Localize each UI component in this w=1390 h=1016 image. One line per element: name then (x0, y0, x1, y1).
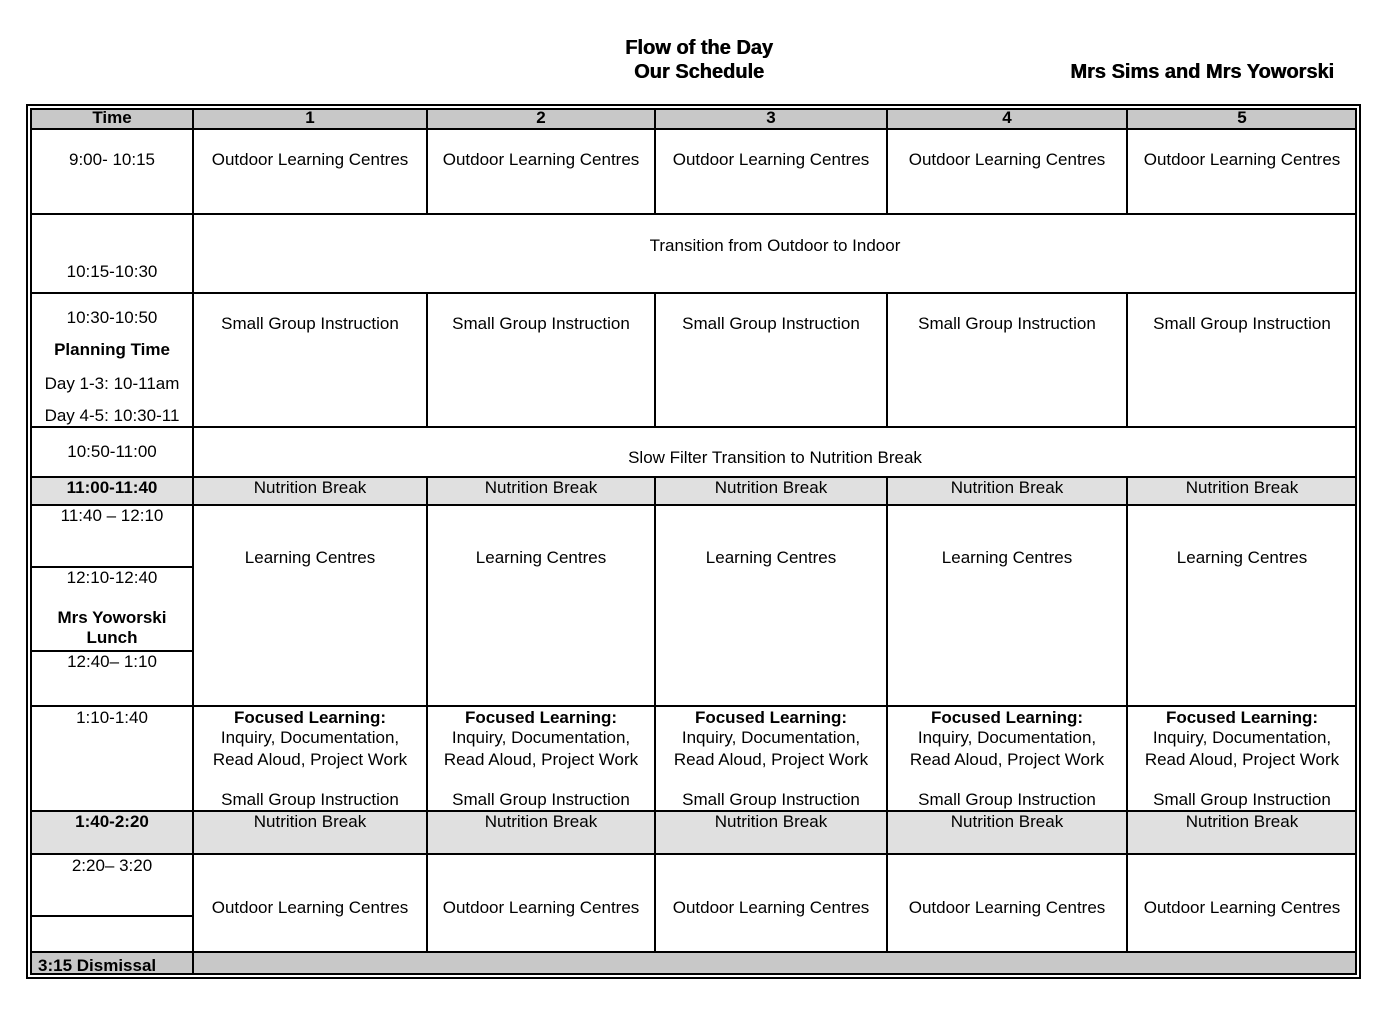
table-row-divider (31, 504, 1356, 506)
focused-line: Small Group Instruction (221, 790, 399, 809)
transition-outdoor-cell: Transition from Outdoor to Indoor (649, 236, 901, 255)
outdoor-cell-day-2: Outdoor Learning Centres (442, 150, 640, 169)
nutrition-cell-day-2: Nutrition Break (484, 478, 598, 497)
time-slot: 12:40– 1:10 (67, 652, 157, 671)
time-slot: 12:10-12:40 (66, 568, 158, 587)
outdoor-cell-day-3: Outdoor Learning Centres (672, 150, 870, 169)
focused-line: Small Group Instruction (918, 790, 1096, 809)
table-row-divider (31, 213, 1356, 215)
focused-line: Read Aloud, Project Work (212, 750, 408, 769)
outdoor-pm-cell-day-3: Outdoor Learning Centres (672, 898, 870, 917)
page-subtitle: Our Schedule (633, 61, 765, 83)
outdoor-cell-day-1: Outdoor Learning Centres (211, 150, 409, 169)
table-row-divider (31, 853, 1356, 855)
planning-day-1-3: Day 1-3: 10-11am (44, 374, 180, 393)
focused-cell-day-3 (656, 708, 886, 810)
time-slot: 11:40 – 12:10 (60, 506, 164, 525)
small-group-cell-day-2: Small Group Instruction (452, 314, 630, 333)
focused-line: Read Aloud, Project Work (1144, 750, 1340, 769)
day-4-header: 4 (1002, 108, 1012, 127)
nutrition-cell-day-5: Nutrition Break (1185, 812, 1299, 831)
focused-line: Small Group Instruction (1153, 790, 1331, 809)
time-slot: 1:40-2:20 (75, 812, 149, 831)
learning-centres-cell-day-3: Learning Centres (705, 548, 837, 567)
small-group-cell-day-1: Small Group Instruction (221, 314, 399, 333)
planning-time-label: Planning Time (54, 340, 170, 359)
nutrition-cell-day-2: Nutrition Break (484, 812, 598, 831)
outdoor-cell-day-4: Outdoor Learning Centres (908, 150, 1106, 169)
outdoor-pm-cell-day-5: Outdoor Learning Centres (1143, 898, 1341, 917)
outdoor-pm-cell-day-2: Outdoor Learning Centres (442, 898, 640, 917)
nutrition-cell-day-5: Nutrition Break (1185, 478, 1299, 497)
focused-line: Read Aloud, Project Work (909, 750, 1105, 769)
nutrition-cell-day-3: Nutrition Break (714, 812, 828, 831)
small-group-cell-day-3: Small Group Instruction (682, 314, 860, 333)
planning-day-4-5: Day 4-5: 10:30-11 (44, 406, 180, 425)
time-slot: 9:00- 10:15 (68, 150, 155, 169)
time-column-header: Time (92, 108, 132, 127)
table-row-divider (31, 426, 1356, 428)
small-group-cell-day-5: Small Group Instruction (1153, 314, 1331, 333)
teachers-label: Mrs Sims and Mrs Yoworski (1070, 61, 1334, 83)
day-1-header: 1 (305, 108, 315, 127)
outdoor-pm-cell-day-1: Outdoor Learning Centres (211, 898, 409, 917)
focused-line: Inquiry, Documentation, (681, 728, 861, 747)
focused-line: Inquiry, Documentation, (451, 728, 631, 747)
learning-centres-cell-day-5: Learning Centres (1176, 548, 1308, 567)
time-slot: 10:15-10:30 (66, 262, 158, 281)
time-slot: 10:30-10:50 (66, 308, 158, 327)
focused-cell-day-5 (1128, 708, 1356, 810)
focused-line: Small Group Instruction (452, 790, 630, 809)
table-row-divider (31, 915, 193, 917)
focused-cell-day-1 (194, 708, 426, 810)
time-slot: 10:50-11:00 (67, 442, 157, 461)
small-group-cell-day-4: Small Group Instruction (918, 314, 1096, 333)
focused-line: Small Group Instruction (682, 790, 860, 809)
focused-title: Focused Learning: (464, 708, 618, 727)
dismissal-label: 3:15 Dismissal (38, 956, 157, 975)
time-slot: 1:10-1:40 (76, 708, 148, 727)
day-2-header: 2 (536, 108, 546, 127)
focused-title: Focused Learning: (233, 708, 387, 727)
focused-line: Read Aloud, Project Work (443, 750, 639, 769)
outdoor-cell-day-5: Outdoor Learning Centres (1143, 150, 1341, 169)
focused-line: Inquiry, Documentation, (220, 728, 400, 747)
time-slot: 11:00-11:40 (66, 478, 158, 497)
table-row-divider (31, 128, 1356, 130)
day-3-header: 3 (766, 108, 776, 127)
focused-line: Read Aloud, Project Work (673, 750, 869, 769)
slow-filter-cell: Slow Filter Transition to Nutrition Break (628, 448, 922, 467)
focused-line: Inquiry, Documentation, (917, 728, 1097, 747)
nutrition-cell-day-1: Nutrition Break (253, 812, 367, 831)
learning-centres-cell-day-4: Learning Centres (941, 548, 1073, 567)
time-slot: 2:20– 3:20 (71, 856, 153, 875)
table-row-divider (31, 292, 1356, 294)
nutrition-cell-day-3: Nutrition Break (714, 478, 828, 497)
nutrition-cell-day-1: Nutrition Break (253, 478, 367, 497)
outdoor-pm-cell-day-4: Outdoor Learning Centres (908, 898, 1106, 917)
learning-centres-cell-day-1: Learning Centres (244, 548, 376, 567)
day-5-header: 5 (1237, 108, 1247, 127)
table-row-divider (31, 705, 1356, 707)
focused-title: Focused Learning: (930, 708, 1084, 727)
focused-cell-day-4 (888, 708, 1126, 810)
nutrition-cell-day-4: Nutrition Break (950, 478, 1064, 497)
lunch-label: Mrs Yoworski Lunch (57, 608, 167, 647)
focused-cell-day-2 (428, 708, 654, 810)
page-title: Flow of the Day (625, 37, 773, 59)
table-row-divider (31, 951, 1356, 953)
focused-line: Inquiry, Documentation, (1152, 728, 1332, 747)
nutrition-cell-day-4: Nutrition Break (950, 812, 1064, 831)
focused-title: Focused Learning: (1165, 708, 1319, 727)
focused-title: Focused Learning: (694, 708, 848, 727)
learning-centres-cell-day-2: Learning Centres (475, 548, 607, 567)
